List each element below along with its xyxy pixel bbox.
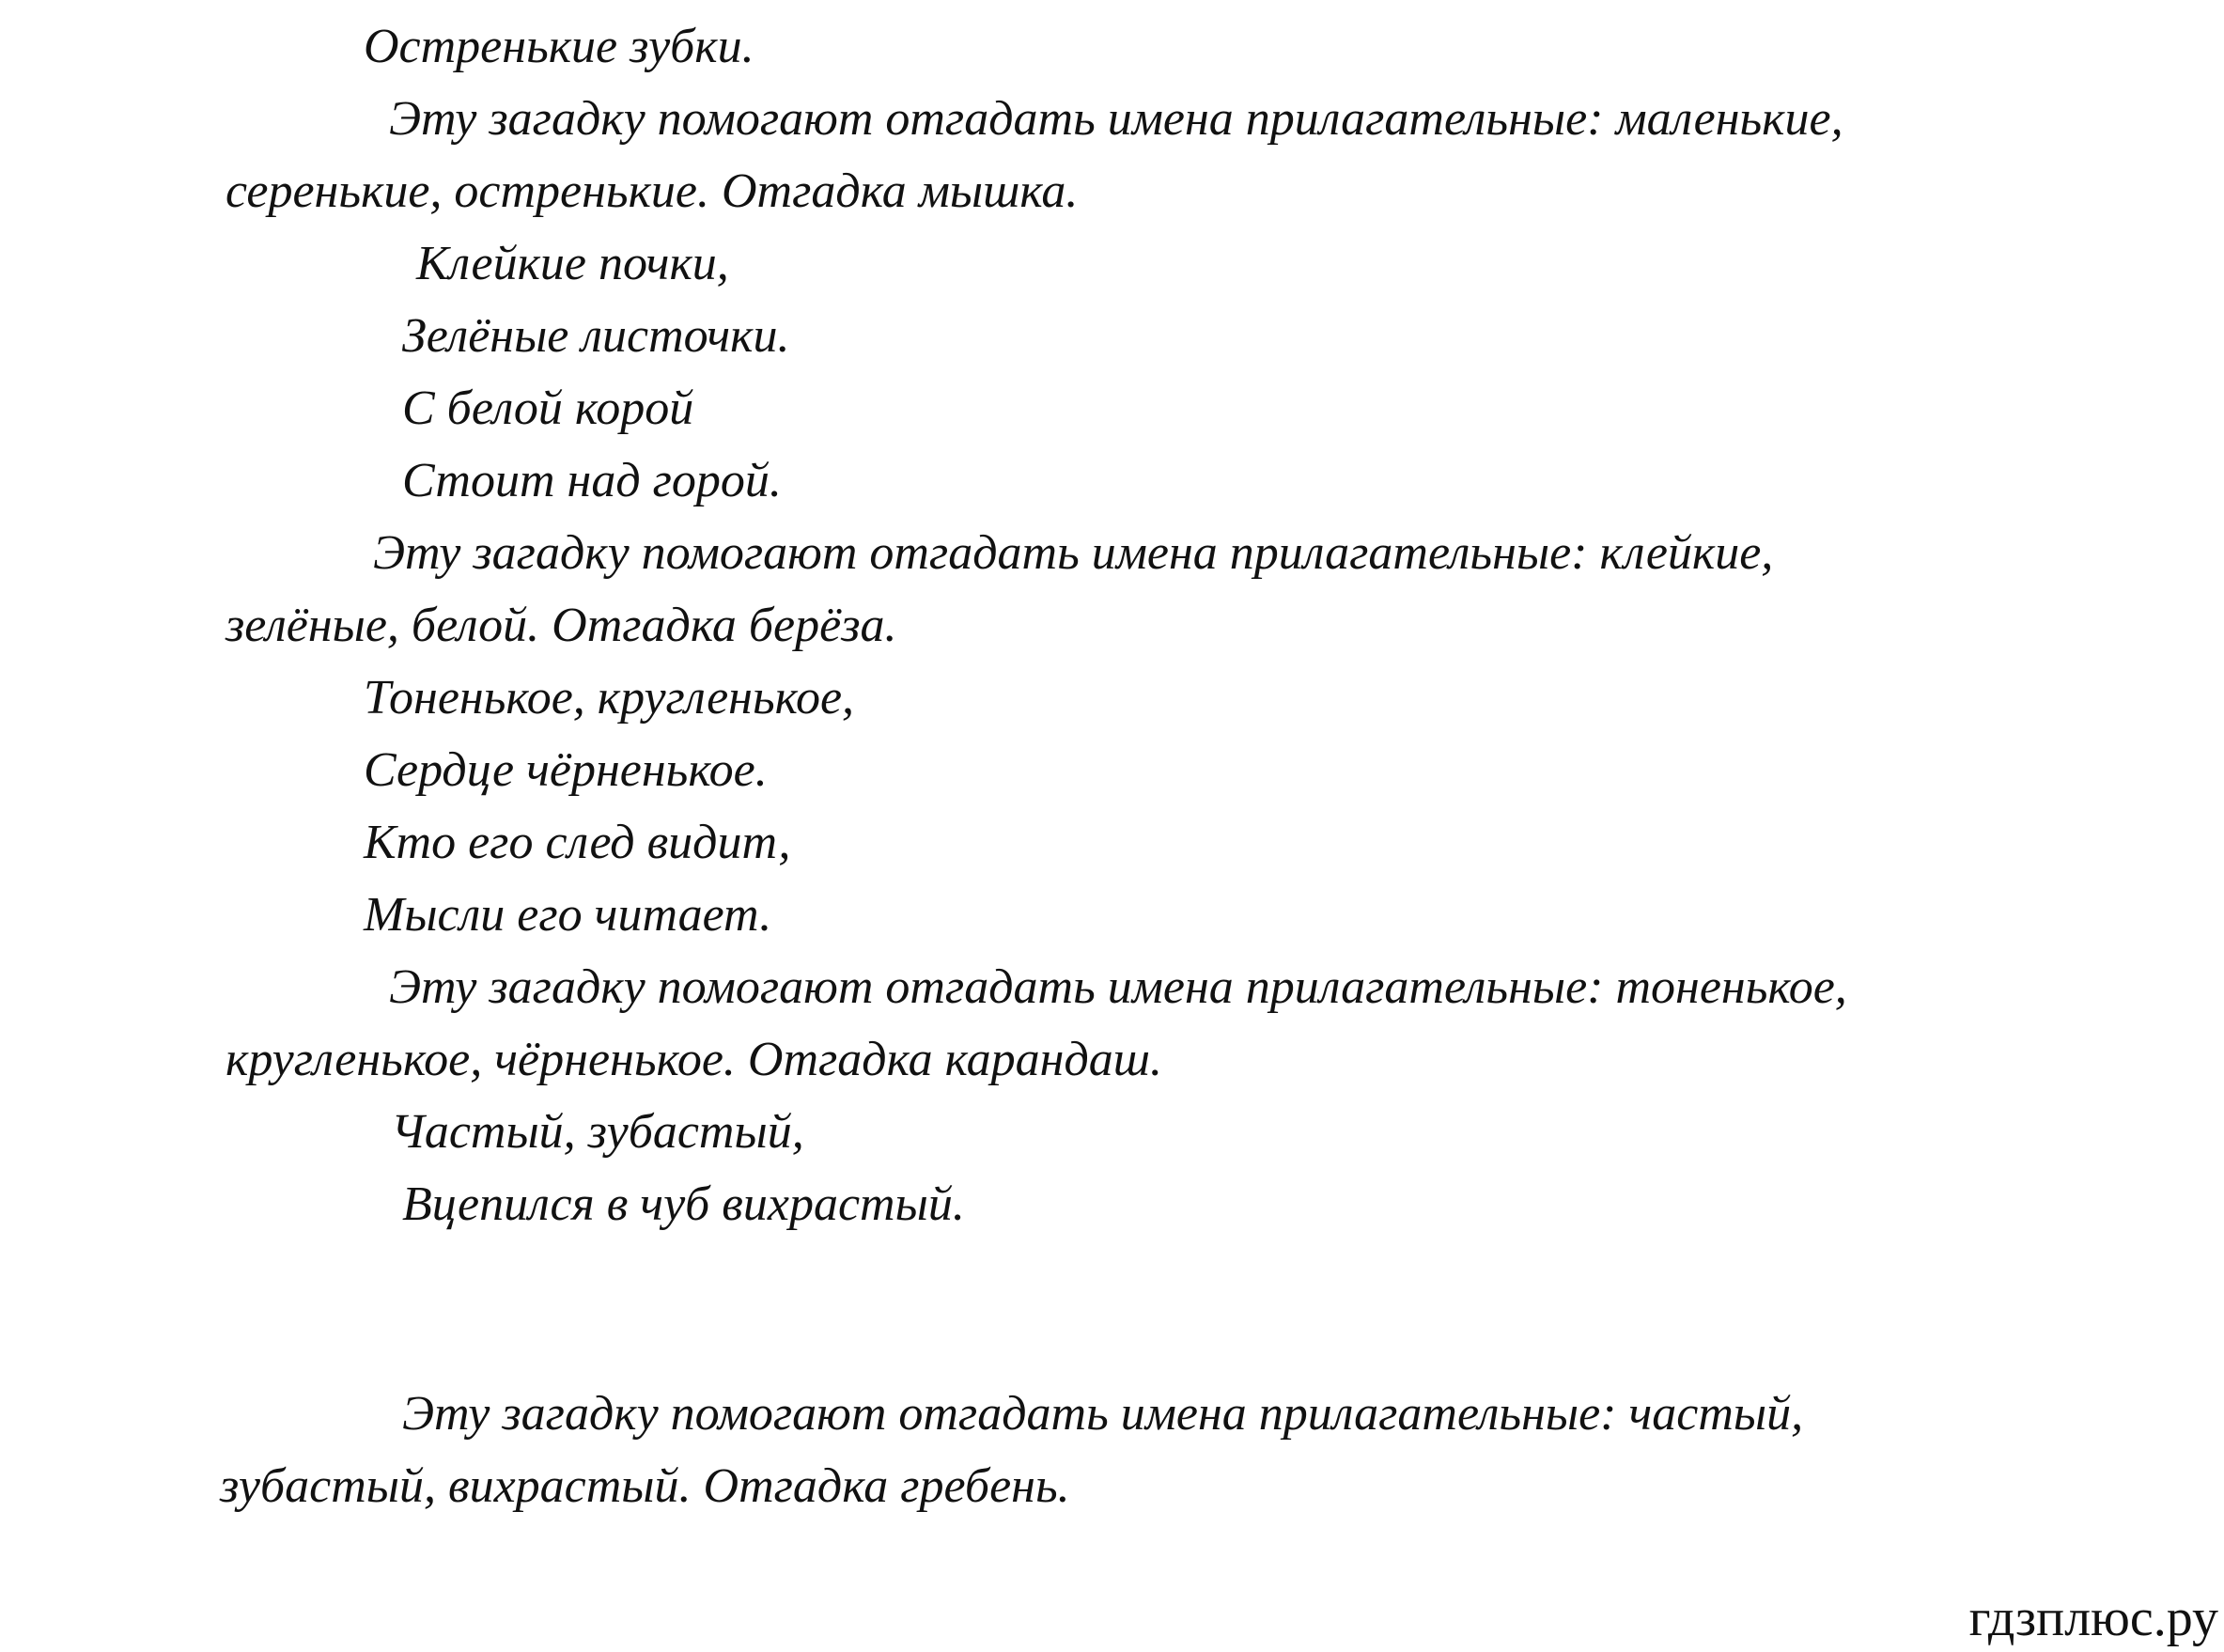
riddle-line: Частый, зубастый, [391,1105,804,1159]
explanation-line: зелёные, белой. Отгадка берёза. [226,599,897,652]
explanation-line: кругленькое, чёрненькое. Отгадка карандаш. [226,1033,1163,1086]
explanation-line: Эту загадку помогают отгадать имена прилагательные: клейкие, [373,526,1774,580]
riddle-line: Кто его след видит, [364,816,791,869]
riddle-line: Клейкие почки, [416,237,729,290]
riddle-line: Вцепился в чуб вихрастый. [402,1177,965,1231]
riddle-line: С белой корой [402,382,694,435]
riddle-line: Тоненькое, кругленькое, [364,671,855,725]
riddle-line: Стоит над горой. [402,454,782,507]
riddle-line: Мысли его читает. [364,888,772,942]
explanation-line: Эту загадку помогают отгадать имена прилагательные: маленькие, [389,92,1843,146]
riddle-line: Сердце чёрненькое. [364,743,768,797]
explanation-line: серенькие, остренькие. Отгадка мышка. [226,164,1079,218]
riddle-line: Зелёные листочки. [402,309,790,363]
explanation-line: Эту загадку помогают отгадать имена прилагательные: частый, [402,1387,1804,1441]
explanation-line: Эту загадку помогают отгадать имена прилагательные: тоненькое, [389,960,1847,1014]
site-watermark: гдзплюс.ру [1968,1589,2218,1647]
riddle-line: Остренькие зубки. [364,20,754,73]
explanation-line: зубастый, вихрастый. Отгадка гребень. [220,1459,1070,1513]
